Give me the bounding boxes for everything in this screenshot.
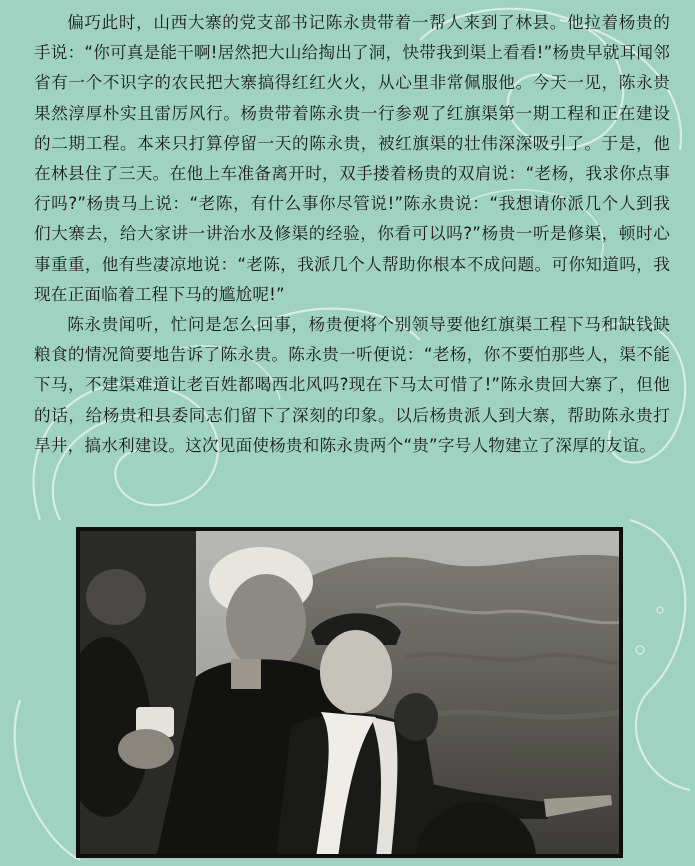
photo-illustration (76, 527, 623, 858)
article-text (34, 8, 670, 461)
historical-photo (76, 527, 623, 858)
paragraph-1: 偏巧此时，山西大寨的党支部书记陈永贵带着一帮人来到了林县。他拉着杨贵的手说：“你可真是能干啊!居然把大山给掏出了洞，快带我到渠上看看!”杨贵早就耳闻邻省有一个不识字的农民把大寨搞得红红火火，从心里非常佩服他。今天一见，陈永贵果然淳厚朴实且雷厉风行。杨贵带着陈永贵一行参观了红旗渠第一期工程和正在建设的二期工程。本来只打算停留一天的陈永贵，被红旗渠的壮伟深深吸引了。于是，他在林县住了三天。在他上车准备离开时，双手搂着杨贵的双肩说：“老杨，我求你点事行吗?”杨贵马上说：“老陈，有什么事你尽管说!”陈永贵说：“我想请你派几个人到我们大寨去，给大家讲一讲治水及修渠的经验，你看可以吗?”杨贵一听是修渠，顿时心事重重，他有些凄凉地说：“老陈，我派几个人帮助你根本不成问题。可你知道吗，我现在正面临着工程下马的尴尬呢!” (34, 13, 670, 304)
paragraph-2: 陈永贵闻听，忙问是怎么回事，杨贵便将个别领导要他红旗渠工程下马和缺钱缺粮食的情况简要地告诉了陈永贵。陈永贵一听便说：“老杨，你不要怕那些人，渠不能下马，不建渠难道让老百姓都喝西北风吗?现在下马太可惜了!”陈永贵回大寨了，但他的话，给杨贵和县委同志们留下了深刻的印象。以后杨贵派人到大寨，帮助陈永贵打旱井，搞水利建设。这次见面使杨贵和陈永贵两个“贵”字号人物建立了深厚的友谊。 (34, 315, 670, 455)
